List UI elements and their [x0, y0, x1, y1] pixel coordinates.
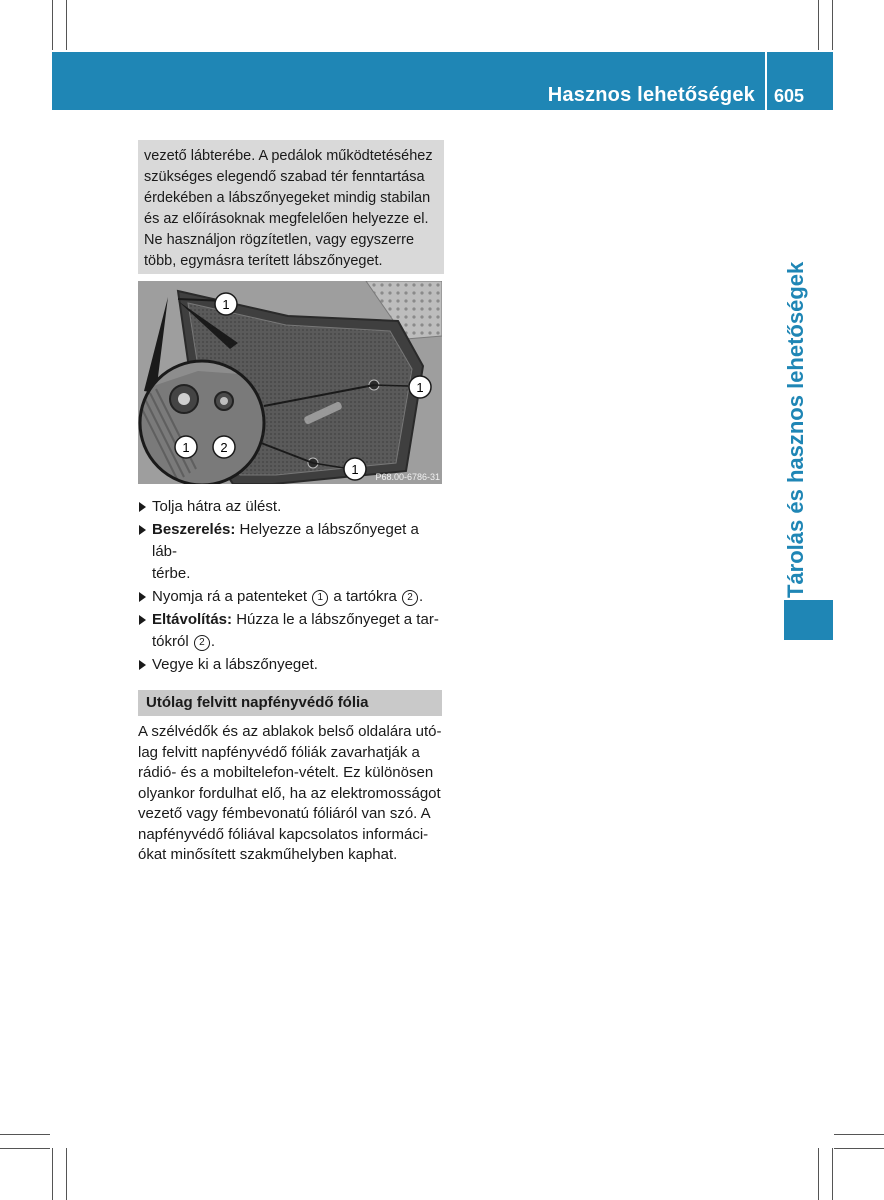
chapter-tab-marker — [784, 600, 833, 640]
warning-line: és az előírásoknak megfelelően helyezze el. — [144, 211, 429, 227]
section-body — [138, 722, 448, 866]
crop-mark — [0, 1148, 50, 1149]
step-text: . — [418, 588, 424, 605]
chapter-tab-title — [776, 261, 816, 598]
step-text: a tartókra — [329, 588, 401, 605]
callout-1 — [175, 436, 197, 458]
callout-2 — [213, 436, 235, 458]
crop-mark — [52, 0, 53, 50]
step-keyword: Eltávolítás: — [152, 611, 233, 628]
body-line: ókat minősített szakműhelyben kaphat. — [138, 846, 398, 863]
floor-mat-illustration — [138, 281, 442, 484]
callout-label: 2 — [220, 440, 228, 455]
figure-code: P68.00-6786-31 — [375, 472, 440, 482]
crop-mark — [834, 1148, 884, 1149]
crop-mark — [818, 0, 819, 50]
header-title: Hasznos lehetőségek — [547, 84, 755, 106]
crop-mark — [832, 0, 833, 50]
step-text: Helyezze a lábszőnyeget a láb- — [152, 521, 419, 560]
body-line: vezető vagy fémbevonatú fóliáról van szó. A — [138, 805, 431, 822]
step-item — [138, 586, 444, 608]
body-line: olyankor fordulhat elő, ha az elektromosságot — [138, 784, 441, 802]
page-header — [52, 52, 833, 110]
callout-ref: 2 — [402, 590, 418, 606]
crop-mark — [818, 1148, 819, 1200]
chapter-tab-label: Tárolás és hasznos lehetőségek — [783, 261, 808, 598]
step-item — [138, 654, 444, 676]
step-item — [138, 496, 444, 518]
step-text: Tolja hátra az ülést. — [152, 498, 282, 515]
warning-line: szükséges elegendő szabad tér fenntartása — [144, 169, 425, 185]
callout-label: 1 — [351, 462, 359, 477]
warning-line: Ne használjon rögzítetlen, vagy egyszerre — [144, 232, 415, 248]
crop-mark — [832, 1148, 833, 1200]
callout-1 — [215, 293, 237, 315]
instruction-steps — [138, 496, 444, 677]
step-text: Nyomja rá a patenteket — [152, 588, 312, 605]
step-arrow-icon — [139, 592, 146, 602]
warning-line: vezető lábterébe. A pedálok működtetéséhez — [144, 148, 433, 164]
step-text: tókról — [152, 633, 193, 650]
warning-line: érdekében a lábszőnyegeket mindig stabilan — [144, 190, 431, 206]
step-arrow-icon — [139, 525, 146, 535]
callout-label: 1 — [222, 297, 230, 312]
step-arrow-icon — [139, 615, 146, 625]
body-line: lag felvitt napfényvédő fóliák zavarhatják a — [138, 743, 420, 761]
crop-mark — [66, 1148, 67, 1200]
crop-mark — [0, 1134, 50, 1135]
crop-mark — [834, 1134, 884, 1135]
page-number: 605 — [774, 86, 805, 106]
callout-label: 1 — [182, 440, 190, 455]
body-line: rádió- és a mobiltelefon-vételt. Ez különösen — [138, 764, 434, 781]
callout-1 — [344, 458, 366, 480]
body-line: napfényvédő fóliával kapcsolatos informáci- — [138, 825, 429, 843]
step-keyword: Beszerelés: — [152, 521, 236, 538]
step-text: Vegye ki a lábszőnyeget. — [152, 656, 318, 673]
crop-mark — [52, 1148, 53, 1200]
step-arrow-icon — [139, 502, 146, 512]
callout-1 — [409, 376, 431, 398]
step-item — [138, 609, 444, 653]
step-text: térbe. — [152, 565, 191, 582]
callout-ref: 2 — [194, 635, 210, 651]
step-arrow-icon — [139, 660, 146, 670]
warning-box — [138, 140, 444, 274]
step-item — [138, 519, 444, 585]
section-heading: Utólag felvitt napfényvédő fólia — [138, 690, 442, 716]
callout-ref: 1 — [312, 590, 328, 606]
body-line: A szélvédők és az ablakok belső oldalára utó- — [138, 723, 442, 740]
step-text: . — [210, 633, 216, 650]
callout-label: 1 — [416, 380, 424, 395]
crop-mark — [66, 0, 67, 50]
warning-line: több, egymásra terített lábszőnyeget. — [144, 253, 383, 269]
header-divider — [765, 52, 767, 110]
step-text: Húzza le a lábszőnyeget a tar- — [232, 611, 439, 628]
